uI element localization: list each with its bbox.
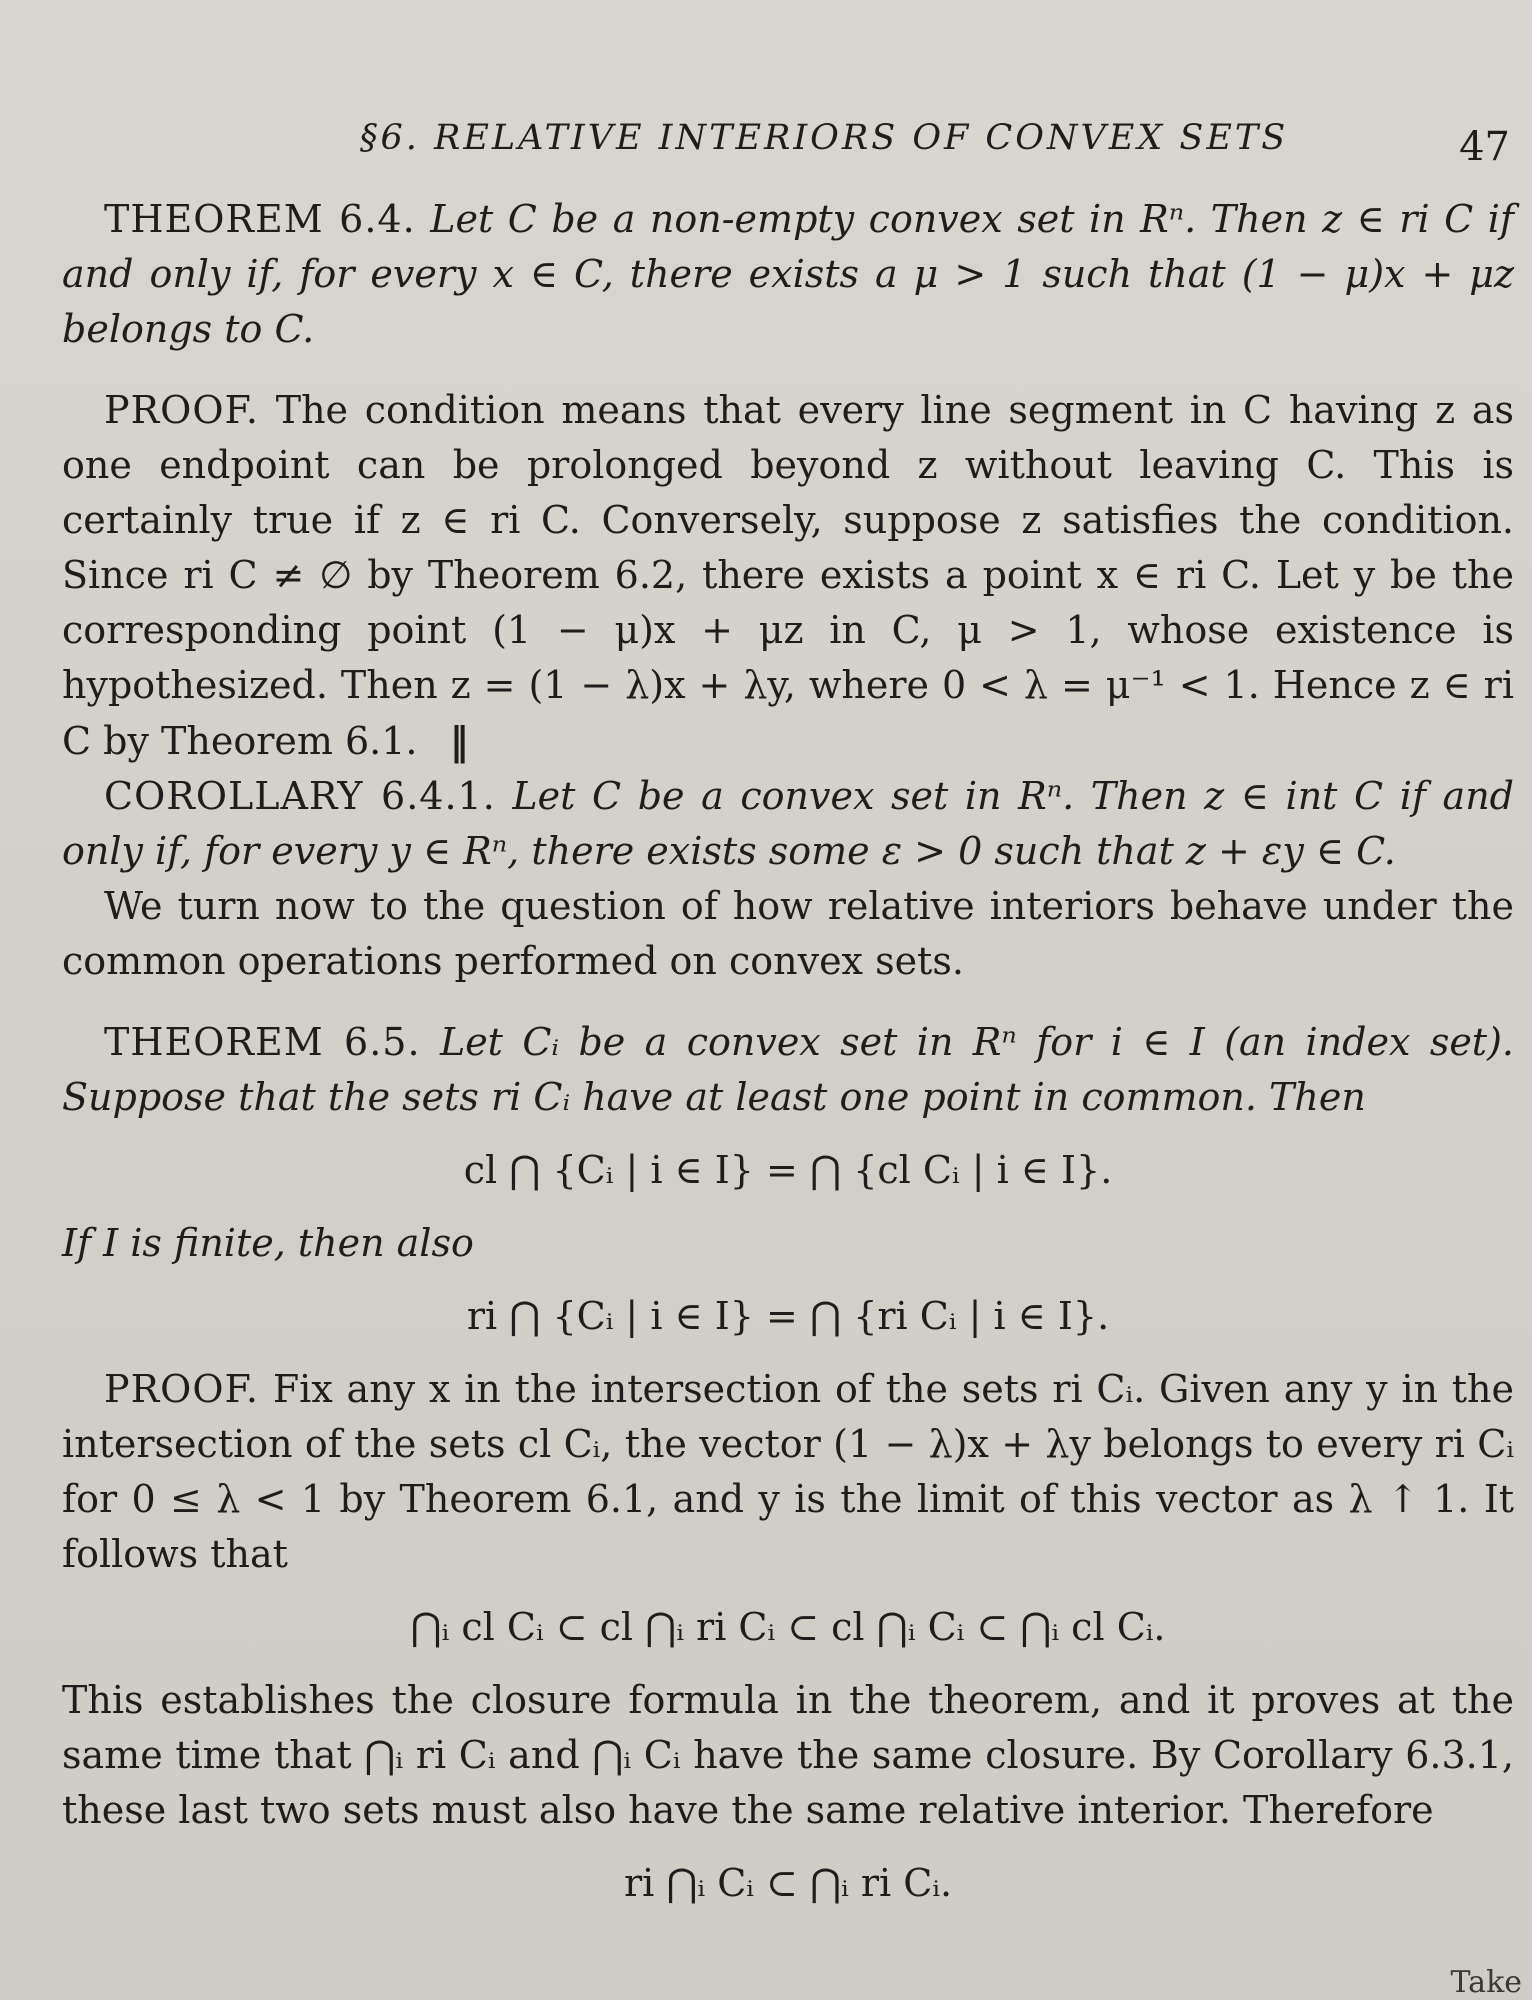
theorem-6-4	[62, 192, 1514, 357]
theorem-6-4-statement: Let C be a non-empty convex set in Rⁿ. Then z ∈ ri C if and only if, for every x ∈ C, there exists a μ > 1 such that (1 − μ)x + μz belongs to C.	[62, 197, 1514, 351]
proof-6-5-text: Fix any x in the intersection of the sets ri Cᵢ. Given any y in the intersection of the sets cl Cᵢ, the vector (1 − λ)x + λy belongs to every ri Cᵢ for 0 ≤ λ < 1 by Theorem 6.1, and y is the limit of this vector as λ ↑ 1. It follows that	[62, 1367, 1514, 1576]
final-inclusion-formula: ri ⋂ᵢ Cᵢ ⊂ ⋂ᵢ ri Cᵢ.	[623, 1861, 953, 1905]
corollary-6-4-1	[62, 769, 1514, 879]
page-number: 47	[1459, 124, 1510, 170]
proof-6-5-label: PROOF.	[104, 1367, 260, 1411]
theorem-6-5-label: THEOREM 6.5.	[104, 1020, 421, 1064]
closure-formula: cl ⋂ {Cᵢ | i ∈ I} = ⋂ {cl Cᵢ | i ∈ I}.	[463, 1148, 1113, 1192]
theorem-6-4-label: THEOREM 6.4.	[104, 197, 416, 241]
proof-6-4	[62, 383, 1514, 769]
corollary-6-4-1-statement: Let C be a convex set in Rⁿ. Then z ∈ int C if and only if, for every y ∈ Rⁿ, there exists some ε > 0 such that z + εy ∈ C.	[62, 774, 1514, 873]
proof-6-5-continuation: This establishes the closure formula in the theorem, and it proves at the same time that ⋂ᵢ ri Cᵢ and ⋂ᵢ Cᵢ have the same closure. By Corollary 6.3.1, these last two sets must also have the same relative interior. Therefore	[62, 1678, 1514, 1832]
next-line-fragment: Take	[1450, 1965, 1522, 2000]
proof-6-5	[62, 1362, 1514, 1582]
proof-6-4-label: PROOF.	[104, 388, 260, 432]
proof-6-4-text: The condition means that every line segment in C having z as one endpoint can be prolonged beyond z without leaving C. This is certainly true if z ∈ ri C. Conversely, suppose z satisfies the condition. Since ri C ≠ ∅ by Theorem 6.2, there exists a point x ∈ ri C. Let y be the corresponding point (1 − μ)x + μz in C, μ > 1, whose existence is hypothesized. Then z = (1 − λ)x + λy, where 0 < λ = μ⁻¹ < 1. Hence z ∈ ri C by Theorem 6.1.	[62, 388, 1514, 763]
qed-mark: ‖	[449, 718, 469, 763]
relative-interior-formula: ri ⋂ {Cᵢ | i ∈ I} = ⋂ {ri Cᵢ | i ∈ I}.	[466, 1294, 1110, 1338]
corollary-6-4-1-label: COROLLARY 6.4.1.	[104, 774, 496, 818]
theorem-6-5-statement: Let Cᵢ be a convex set in Rⁿ for i ∈ I (an index set). Suppose that the sets ri Cᵢ have at least one point in common. Then	[62, 1020, 1514, 1119]
finite-clause: If I is finite, then also	[62, 1221, 474, 1265]
inclusion-chain-formula: ⋂ᵢ cl Cᵢ ⊂ cl ⋂ᵢ ri Cᵢ ⊂ cl ⋂ᵢ Cᵢ ⊂ ⋂ᵢ cl Cᵢ.	[410, 1605, 1166, 1649]
running-head: §6. RELATIVE INTERIORS OF CONVEX SETS	[360, 118, 1289, 158]
body-text	[62, 192, 1514, 1929]
theorem-6-5	[62, 1015, 1514, 1125]
transition-paragraph: We turn now to the question of how relative interiors behave under the common operations performed on convex sets.	[62, 884, 1514, 983]
